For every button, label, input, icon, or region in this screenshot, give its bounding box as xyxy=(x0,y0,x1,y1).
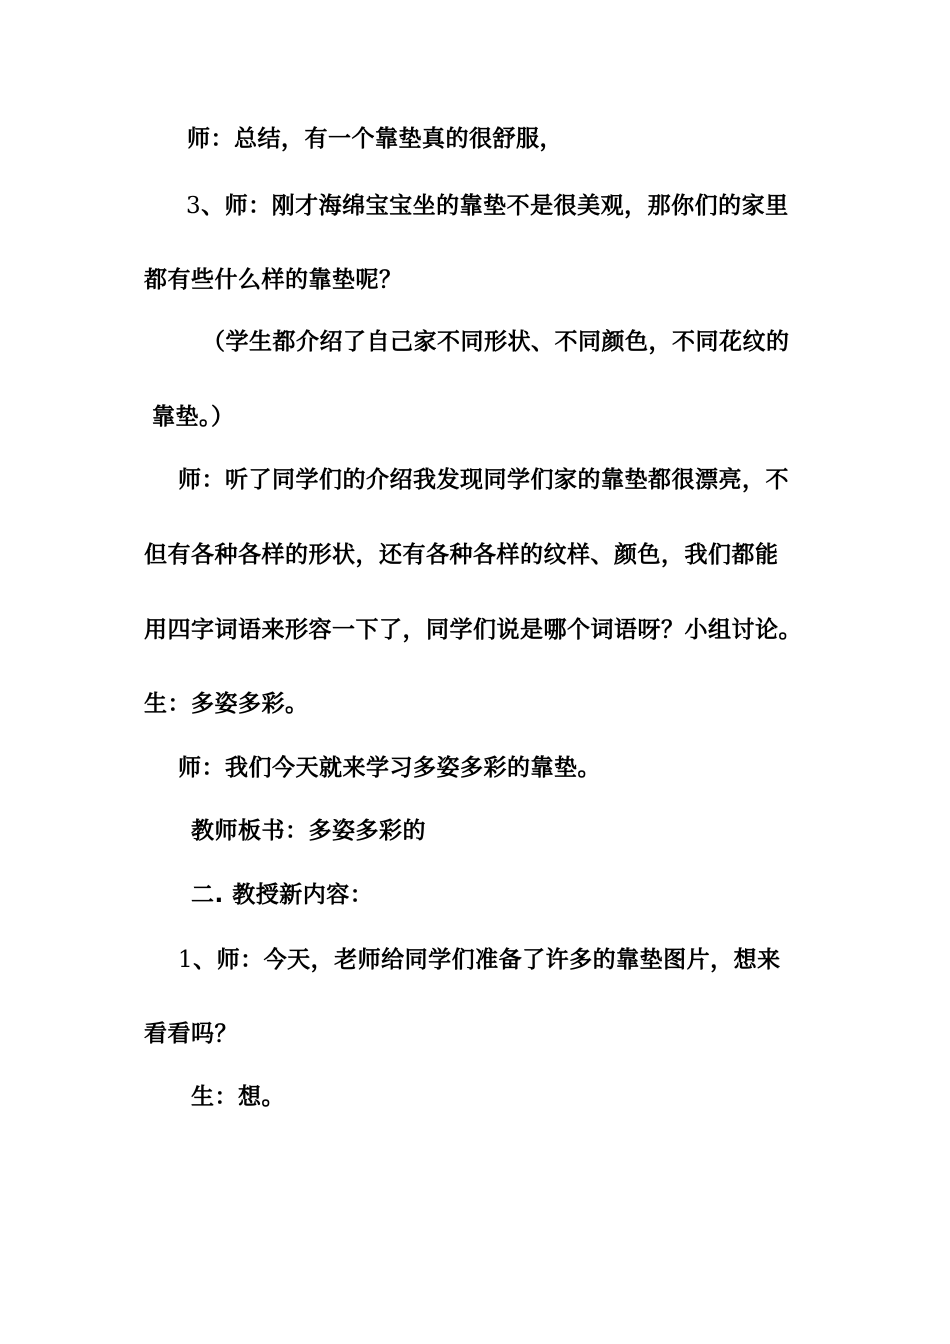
paragraph-line xyxy=(187,124,563,154)
line-text: 、师：今天，老师给同学们准备了许多的靠垫图片，想来 xyxy=(193,947,781,973)
line-text: 都有些什么样的靠垫呢？ xyxy=(144,267,403,293)
paragraph-line xyxy=(144,265,403,295)
paragraph-line xyxy=(178,465,789,495)
paragraph-line xyxy=(144,540,779,570)
paragraph-line xyxy=(178,945,781,975)
paragraph-line xyxy=(144,689,309,719)
paragraph-line xyxy=(144,615,802,645)
line-text: 但有各种各样的形状，还有各种各样的纹样、颜色，我们都能 xyxy=(144,542,779,568)
line-text: 看看吗？ xyxy=(144,1021,238,1047)
list-number: 3 xyxy=(186,193,202,219)
line-text: 师：总结，有一个靠垫真的很舒服， xyxy=(187,126,563,152)
line-text: 师：我们今天就来学习多姿多彩的靠垫。 xyxy=(178,755,601,781)
list-number: 1 xyxy=(178,947,194,973)
paragraph-line xyxy=(178,753,601,783)
line-text: 靠垫。） xyxy=(152,404,235,430)
line-text: 用四字词语来形容一下了，同学们说是哪个词语呀？小组讨论。 xyxy=(144,617,802,643)
paragraph-line xyxy=(191,816,426,846)
section-heading xyxy=(191,880,373,910)
line-text: 教师板书：多姿多彩的 xyxy=(191,818,426,844)
line-text: 、师：刚才海绵宝宝坐的靠垫不是很美观，那你们的家里 xyxy=(201,193,789,219)
line-text: 生：想。 xyxy=(191,1084,285,1110)
paragraph-line xyxy=(152,402,235,432)
paragraph-line xyxy=(202,327,790,357)
paragraph-line xyxy=(191,1082,285,1112)
line-text: 二. 教授新内容： xyxy=(191,882,374,908)
line-text: （学生都介绍了自己家不同形状、不同颜色，不同花纹的 xyxy=(202,329,790,355)
paragraph-line xyxy=(144,1019,238,1049)
line-text: 师：听了同学们的介绍我发现同学们家的靠垫都很漂亮，不 xyxy=(178,467,789,493)
paragraph-line xyxy=(186,191,789,221)
line-text: 生：多姿多彩。 xyxy=(144,691,309,717)
